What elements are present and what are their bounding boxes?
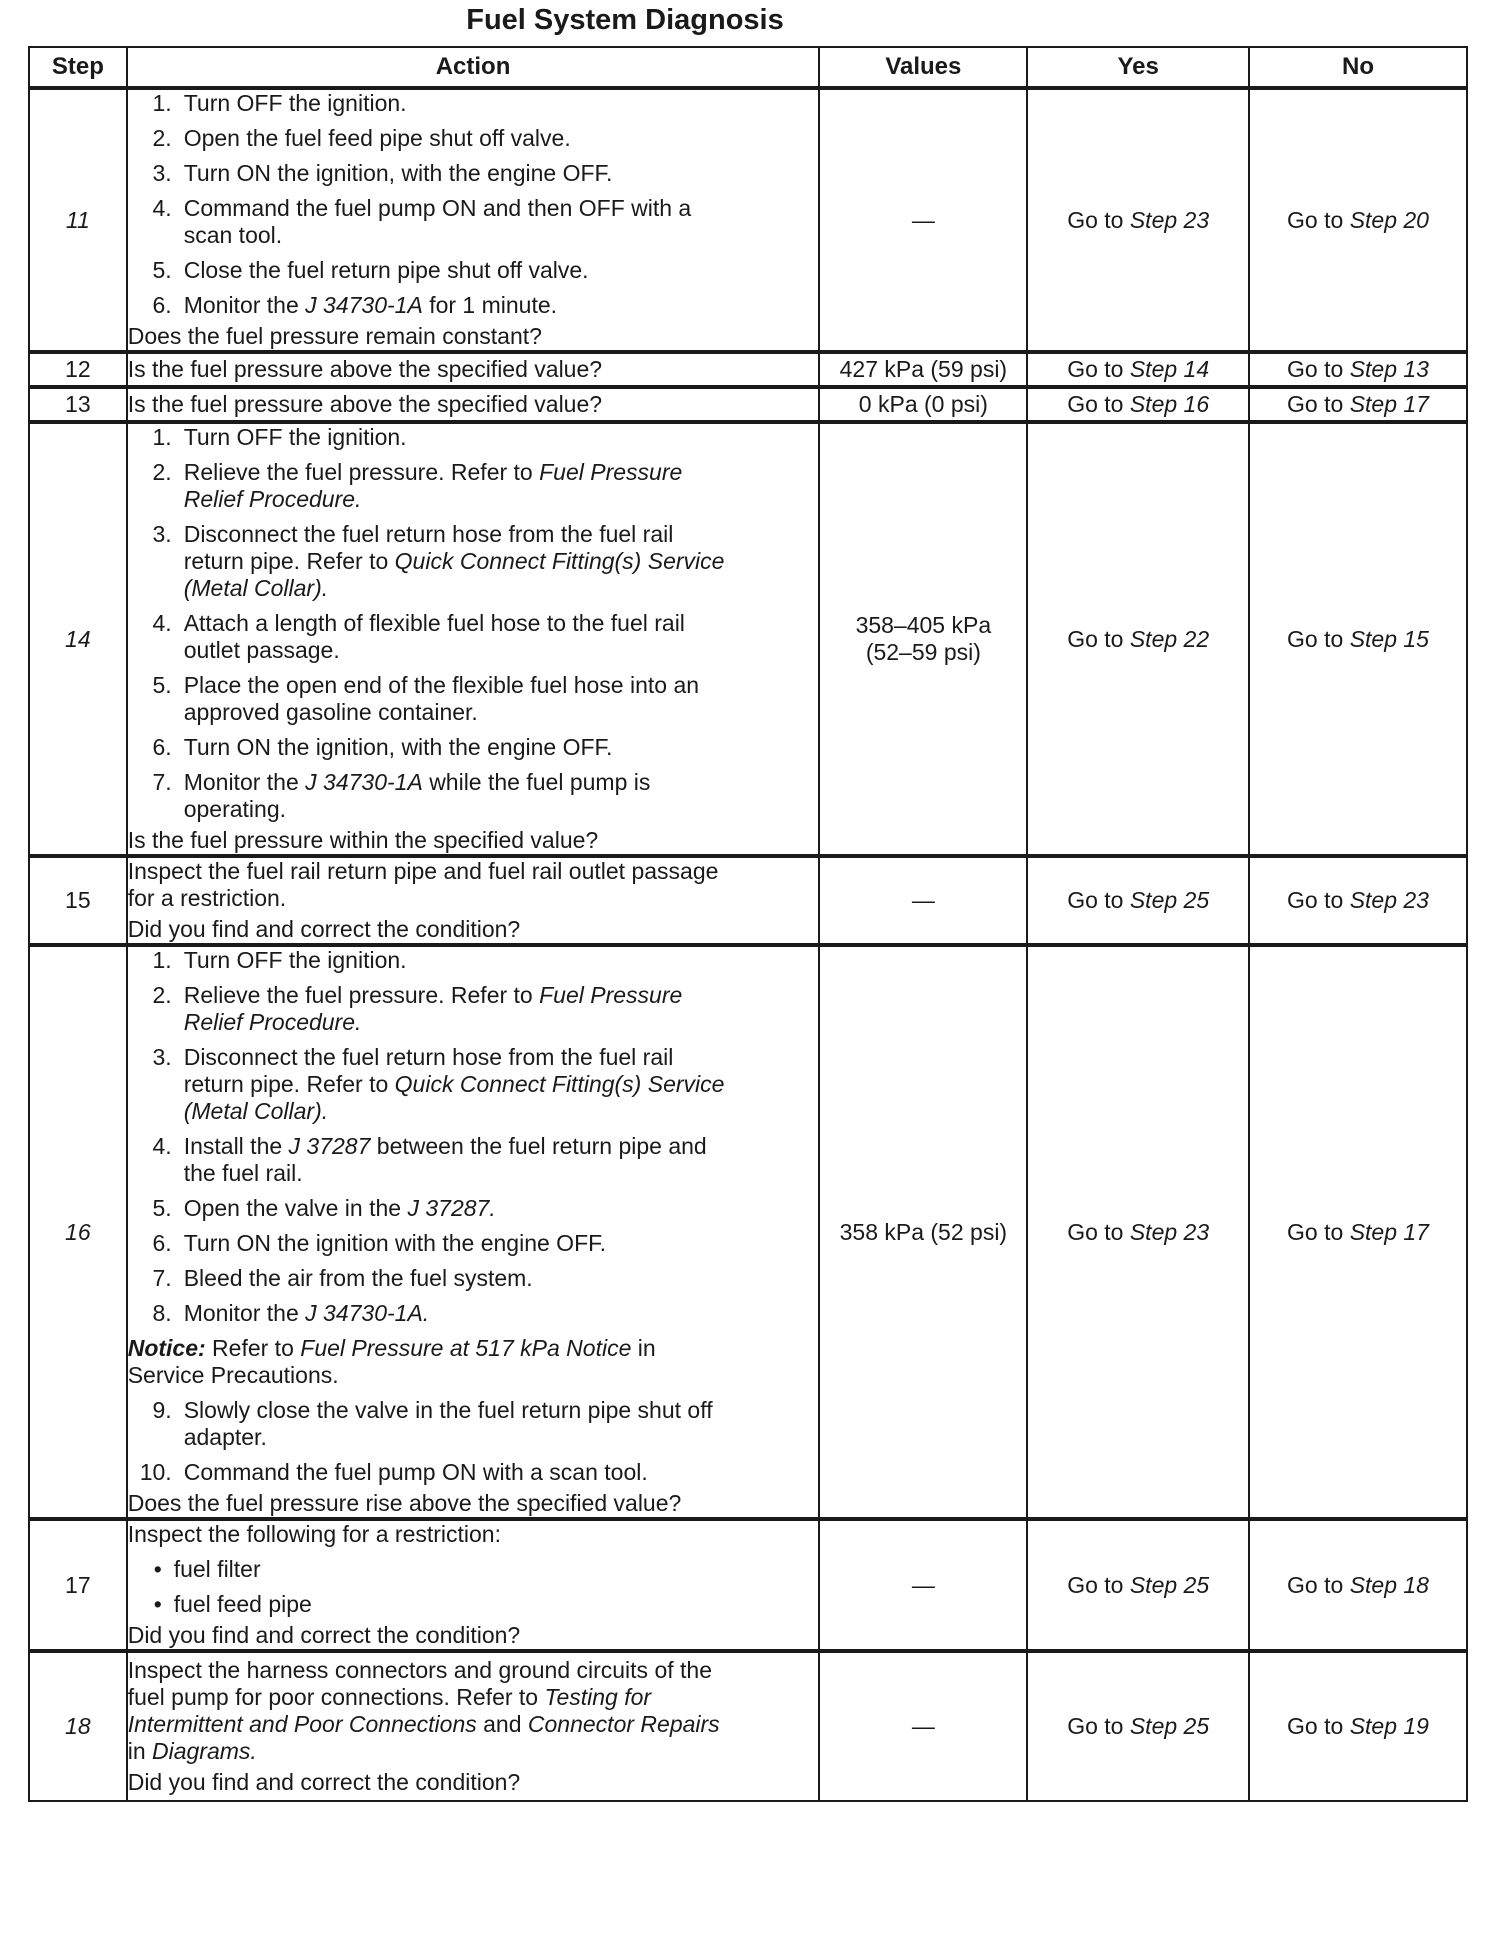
go-to-step-link[interactable]: Step 17 [1349,1218,1429,1245]
action-item: Command the fuel pump ON with a scan tool. [183,1459,648,1485]
diagnosis-table [28,46,1468,1802]
no-cell: Go to Step 19 [1249,1651,1467,1801]
yes-cell: Go to Step 14 [1027,352,1249,387]
header-no: No [1249,47,1467,88]
table-row-step-13 [29,387,1467,422]
table-row-step-11 [29,88,1467,352]
question: Does the fuel pressure remain constant? [127,323,542,349]
action-item: Bleed the air from the fuel system. [183,1265,533,1291]
action-item: Monitor the [183,292,299,318]
yes-cell: Go to Step 22 [1027,422,1249,856]
action-item: Relieve the fuel pressure. Refer to [183,459,533,485]
action-item: Monitor the [183,769,299,795]
question: Is the fuel pressure above the specified value? [127,391,603,417]
value-cell: — [819,1519,1027,1651]
action-text: in Diagrams. [127,1738,257,1764]
value-cell: 358 kPa (52 psi) [819,945,1027,1519]
go-to-step-link[interactable]: Step 23 [1129,206,1210,233]
go-to-step-link[interactable]: Step 16 [1129,391,1210,417]
action-item: Disconnect the fuel return hose from the fuel rail [183,521,674,547]
action-item: Attach a length of flexible fuel hose to the fuel rail [183,610,685,636]
action-item: Open the valve in the [183,1195,402,1221]
action-item-cont: return pipe. Refer to [183,1071,389,1097]
tool-reference: J 34730-1A [305,769,423,795]
action-item: Turn ON the ignition, with the engine OFF. [183,160,613,186]
doc-reference: Quick Connect Fitting(s) Service [394,548,725,574]
value-cell: 427 kPa (59 psi) [819,352,1027,387]
doc-reference: Relief Procedure. [183,486,362,512]
action-item: Relieve the fuel pressure. Refer to [183,982,533,1008]
no-cell: Go to Step 20 [1249,88,1467,352]
go-to-step-link[interactable]: Step 25 [1129,1713,1210,1739]
no-cell: Go to Step 17 [1249,945,1467,1519]
yes-cell: Go to Step 25 [1027,1519,1249,1651]
no-cell: Go to Step 13 [1249,352,1467,387]
table-row-step-12 [29,352,1467,387]
action-item: Slowly close the valve in the fuel return pipe shut off [183,1397,713,1423]
action-item: Turn OFF the ignition. [183,424,407,450]
notice-block [128,1335,819,1389]
step-number: 14 [29,422,127,856]
action-item-cont: while the fuel pump is [429,769,651,795]
action-item: Turn ON the ignition, with the engine OFF. [183,734,613,760]
header-yes: Yes [1027,47,1249,88]
action-cell: 1. Turn OFF the ignition. 2. Relieve the fuel pressure. Refer to Fuel Pressure Relief Procedure. 3. Disconnect the fuel return hose from the fuel rail return pipe. Refer to Quick Connect Fitting(s) Service (Metal Collar). 4. Install the J 37287 between the fuel return pipe and the fuel rail. 5. Open the valve in the J 37287. 6. Turn ON the ignition with the engine OFF. 7. Bleed the air from the fuel system. 8. Monitor the J 34730-1A. Notice: Refer to Fuel Pressure at 517 kPa Notice in Service Precautions. 9. Slowly close the valve in the fuel return pipe shut off adapter. 10. Command the fuel pump ON with a scan tool. Does the fuel pressure rise above the specified value? [127,945,820,1519]
action-item: Command the fuel pump ON and then OFF with a [183,195,692,221]
doc-reference: Fuel Pressure [539,459,683,485]
notice-text: Refer to [212,1335,294,1361]
no-cell: Go to Step 23 [1249,856,1467,945]
action-item: Turn OFF the ignition. [183,90,407,116]
no-cell: Go to Step 17 [1249,387,1467,422]
value-line: (52–59 psi) [865,639,981,665]
step-number: 15 [29,856,127,945]
tool-reference: J 37287 [288,1133,371,1159]
go-to-step-link[interactable]: Step 25 [1129,1571,1210,1598]
table-row-step-14 [29,422,1467,856]
question: Did you find and correct the condition? [127,1769,521,1795]
no-cell: Go to Step 15 [1249,422,1467,856]
doc-reference: (Metal Collar). [183,575,329,601]
action-cell: Inspect the following for a restriction: • fuel filter • fuel feed pipe Did you find and correct the condition? [127,1519,820,1651]
bullet-item: fuel filter [173,1556,261,1582]
yes-cell: Go to Step 23 [1027,88,1249,352]
doc-reference: Quick Connect Fitting(s) Service [394,1071,725,1097]
action-text: Intermittent and Poor Connections and Connector Repairs [127,1711,720,1737]
action-item-cont: scan tool. [183,222,283,248]
action-cell [127,856,820,945]
action-text: Inspect the harness connectors and ground circuits of the [127,1657,712,1683]
doc-reference: Fuel Pressure [539,982,683,1008]
action-text: fuel pump for poor connections. Refer to Testing for [127,1684,652,1710]
value-line: 358–405 kPa [855,612,992,638]
action-item: Open the fuel feed pipe shut off valve. [183,125,571,151]
go-to-step-link[interactable]: Step 23 [1349,887,1429,913]
table-row-step-17 [29,1519,1467,1651]
table-row-step-16 [29,945,1467,1519]
action-cell [127,352,820,387]
doc-reference: Fuel Pressure at 517 kPa Notice [300,1335,632,1361]
question: Does the fuel pressure rise above the specified value? [127,1490,682,1516]
go-to-step-link[interactable]: Step 18 [1349,1571,1429,1598]
go-to-step-link[interactable]: Step 17 [1349,391,1429,417]
value-cell: — [819,856,1027,945]
yes-cell: Go to Step 25 [1027,1651,1249,1801]
action-item: Install the [183,1133,283,1159]
bullet-item: fuel feed pipe [173,1591,312,1617]
step-number: 16 [29,945,127,1519]
header-action: Action [127,47,820,88]
action-item: Turn OFF the ignition. [183,947,407,973]
table-header-row [29,47,1467,88]
action-text: Inspect the fuel rail return pipe and fuel rail outlet passage [127,858,719,884]
question: Did you find and correct the condition? [127,916,521,942]
go-to-step-link[interactable]: Step 23 [1129,1218,1210,1245]
action-item: Close the fuel return pipe shut off valve. [183,257,589,283]
doc-reference: Connector Repairs [527,1711,720,1737]
go-to-step-link[interactable]: Step 13 [1349,356,1429,382]
yes-cell: Go to Step 16 [1027,387,1249,422]
go-to-step-link[interactable]: Step 19 [1349,1713,1429,1739]
go-to-step-link[interactable]: Step 20 [1349,206,1429,233]
action-item-cont: outlet passage. [183,637,340,663]
doc-reference: Intermittent and Poor Connections [127,1711,477,1737]
step-number: 17 [29,1519,127,1651]
action-item-cont: between the fuel return pipe and [376,1133,707,1159]
action-cell [127,1651,820,1801]
notice-label: Notice: [127,1335,206,1361]
doc-reference: (Metal Collar). [183,1098,329,1124]
table-row-step-18 [29,1651,1467,1801]
action-cell: 1. Turn OFF the ignition. 2. Open the fuel feed pipe shut off valve. 3. Turn ON the ignition, with the engine OFF. 4. Command the fuel pump ON and then OFF with a scan tool. 5. Close the fuel return pipe shut off valve. 6. Monitor the J 34730-1A for 1 minute. Does the fuel pressure remain constant? [127,88,820,352]
action-item-cont: approved gasoline container. [183,699,478,725]
go-to-step-link[interactable]: Step 15 [1349,625,1429,652]
action-cell [127,387,820,422]
value-cell: 0 kPa (0 psi) [819,387,1027,422]
action-item-cont: the fuel rail. [183,1160,303,1186]
action-item: Monitor the [183,1300,299,1326]
question: Is the fuel pressure within the specified value? [127,827,599,853]
step-number: 11 [29,88,127,352]
action-item: Place the open end of the flexible fuel hose into an [183,672,700,698]
action-item-cont: return pipe. Refer to [183,548,389,574]
step-number: 12 [29,352,127,387]
go-to-step-link[interactable]: Step 14 [1129,356,1210,382]
action-item: Turn ON the ignition with the engine OFF. [183,1230,607,1256]
tool-reference: J 37287. [407,1195,496,1221]
question: Is the fuel pressure above the specified value? [127,356,603,382]
action-item-cont: operating. [183,796,287,822]
yes-cell: Go to Step 25 [1027,856,1249,945]
step-number: 13 [29,387,127,422]
doc-reference: Relief Procedure. [183,1009,362,1035]
header-values: Values [819,47,1027,88]
value-cell: — [819,88,1027,352]
tool-reference: J 34730-1A. [305,1300,430,1326]
doc-reference: Diagrams. [152,1738,257,1764]
go-to-step-link[interactable]: Step 22 [1129,625,1210,652]
step-number: 18 [29,1651,127,1801]
action-cell: 1. Turn OFF the ignition. 2. Relieve the fuel pressure. Refer to Fuel Pressure Relief Procedure. 3. Disconnect the fuel return hose from the fuel rail return pipe. Refer to Quick Connect Fitting(s) Service (Metal Collar). 4. Attach a length of flexible fuel hose to the fuel rail outlet passage. 5. Place the open end of the flexible fuel hose into an approved gasoline container. 6. Turn ON the ignition, with the engine OFF. 7. Monitor the J 34730-1A while the fuel pump is operating. Is the fuel pressure within the specified value? [127,422,820,856]
table-row-step-15 [29,856,1467,945]
value-cell [819,422,1027,856]
action-text: for a restriction. [127,885,287,911]
page-title: Fuel System Diagnosis [466,4,784,36]
header-step: Step [29,47,127,88]
go-to-step-link[interactable]: Step 25 [1129,887,1210,913]
action-item-cont: adapter. [183,1424,267,1450]
no-cell: Go to Step 18 [1249,1519,1467,1651]
action-item-cont: for 1 minute. [429,292,558,318]
action-text: Inspect the following for a restriction: [127,1521,501,1547]
question: Did you find and correct the condition? [127,1622,521,1648]
action-item: Disconnect the fuel return hose from the fuel rail [183,1044,674,1070]
yes-cell: Go to Step 23 [1027,945,1249,1519]
notice-text: Service Precautions. [127,1362,339,1388]
doc-reference: Testing for [544,1684,652,1710]
value-cell: — [819,1651,1027,1801]
tool-reference: J 34730-1A [305,292,423,318]
notice-text: in [637,1335,656,1361]
